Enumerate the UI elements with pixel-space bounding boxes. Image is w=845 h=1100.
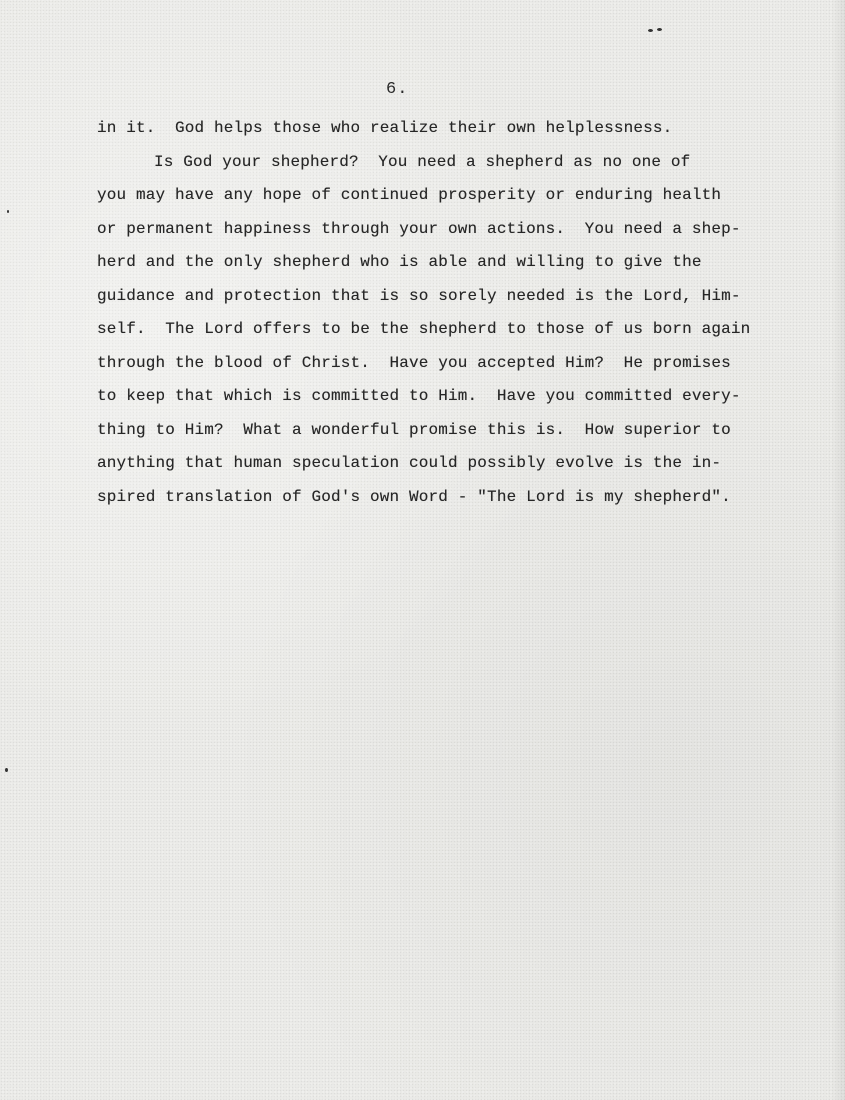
text-line: herd and the only shepherd who is able and willing to give the <box>97 253 702 271</box>
body-text <box>97 112 797 514</box>
text-line: Is God your shepherd? You need a shepherd as no one of <box>154 152 691 171</box>
text-line: anything that human speculation could possibly evolve is the in- <box>97 454 722 472</box>
text-line: to keep that which is committed to Him. Have you committed every- <box>97 387 741 405</box>
ink-speck <box>657 28 662 31</box>
text-line: guidance and protection that is so sorely needed is the Lord, Him- <box>97 286 741 305</box>
text-line: in it. God helps those who realize their own helplessness. <box>97 119 673 137</box>
text-line: self. The Lord offers to be the shepherd to those of us born again <box>97 320 751 338</box>
text-line: thing to Him? What a wonderful promise this is. How superior to <box>97 420 731 439</box>
text-line: or permanent happiness through your own actions. You need a shep- <box>97 219 741 238</box>
text-line: spired translation of God's own Word - "The Lord is my shepherd". <box>97 487 731 506</box>
ink-speck <box>648 29 653 32</box>
text-line: through the blood of Christ. Have you accepted Him? He promises <box>97 353 731 372</box>
ink-speck <box>7 210 9 213</box>
page-number: 6. <box>386 80 409 99</box>
text-line: you may have any hope of continued prosperity or enduring health <box>97 186 722 204</box>
page-edge-shadow <box>831 0 845 1100</box>
ink-speck <box>5 768 8 772</box>
